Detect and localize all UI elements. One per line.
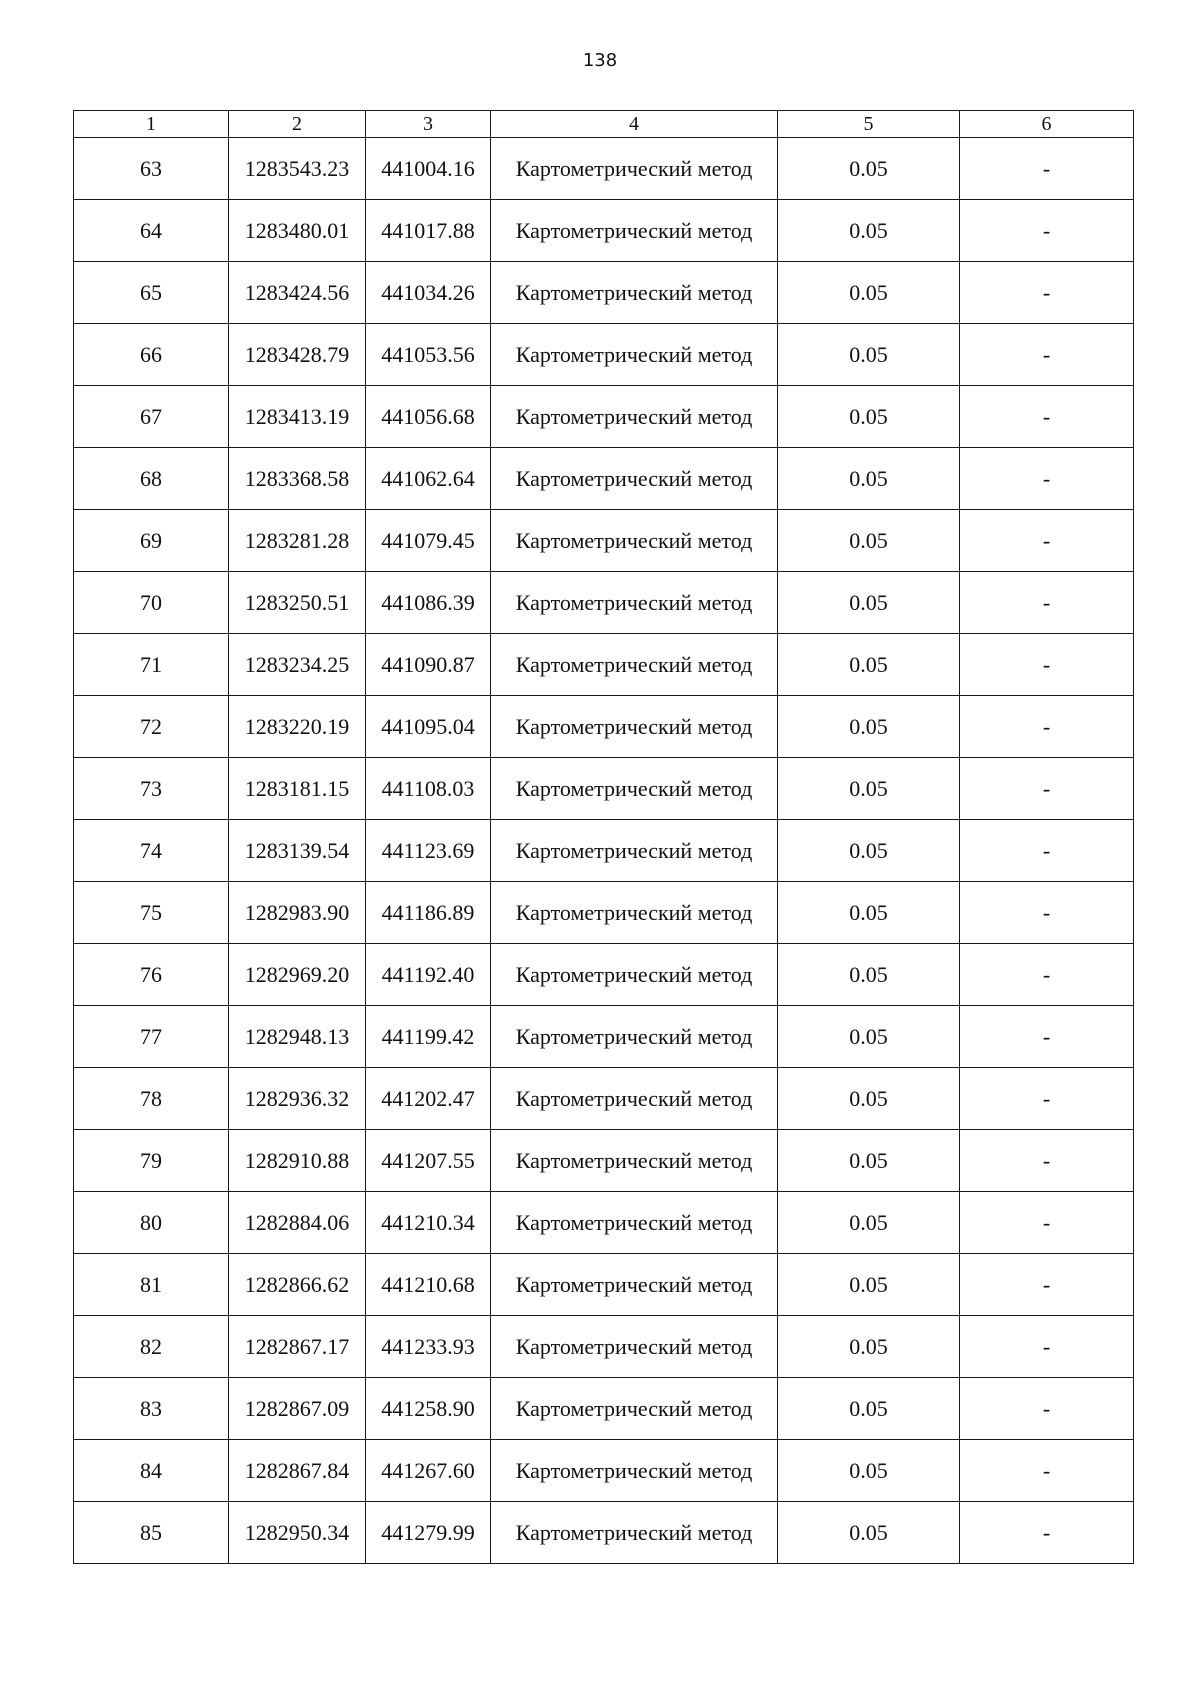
note-cell: - <box>960 138 1134 200</box>
method-cell: Картометрический метод <box>491 1502 778 1564</box>
y-coordinate-cell: 441095.04 <box>366 696 491 758</box>
point-number-cell: 82 <box>74 1316 229 1378</box>
column-header-6: 6 <box>960 111 1134 138</box>
point-number-cell: 66 <box>74 324 229 386</box>
table-row <box>74 510 1134 572</box>
point-number-cell: 64 <box>74 200 229 262</box>
point-number-cell: 81 <box>74 1254 229 1316</box>
table-row <box>74 1068 1134 1130</box>
y-coordinate-cell: 441207.55 <box>366 1130 491 1192</box>
table-row <box>74 138 1134 200</box>
y-coordinate-cell: 441062.64 <box>366 448 491 510</box>
table-row <box>74 324 1134 386</box>
table-row <box>74 262 1134 324</box>
accuracy-cell: 0.05 <box>778 1192 960 1254</box>
point-number-cell: 80 <box>74 1192 229 1254</box>
accuracy-cell: 0.05 <box>778 758 960 820</box>
page-number: 138 <box>582 50 618 71</box>
point-number-cell: 85 <box>74 1502 229 1564</box>
table-row <box>74 1316 1134 1378</box>
note-cell: - <box>960 1316 1134 1378</box>
note-cell: - <box>960 386 1134 448</box>
method-cell: Картометрический метод <box>491 1192 778 1254</box>
point-number-cell: 84 <box>74 1440 229 1502</box>
note-cell: - <box>960 1254 1134 1316</box>
x-coordinate-cell: 1283428.79 <box>229 324 366 386</box>
accuracy-cell: 0.05 <box>778 1502 960 1564</box>
x-coordinate-cell: 1282910.88 <box>229 1130 366 1192</box>
x-coordinate-cell: 1283543.23 <box>229 138 366 200</box>
x-coordinate-cell: 1283220.19 <box>229 696 366 758</box>
y-coordinate-cell: 441034.26 <box>366 262 491 324</box>
note-cell: - <box>960 1006 1134 1068</box>
method-cell: Картометрический метод <box>491 1440 778 1502</box>
x-coordinate-cell: 1282950.34 <box>229 1502 366 1564</box>
method-cell: Картометрический метод <box>491 200 778 262</box>
x-coordinate-cell: 1283281.28 <box>229 510 366 572</box>
y-coordinate-cell: 441210.34 <box>366 1192 491 1254</box>
point-number-cell: 69 <box>74 510 229 572</box>
accuracy-cell: 0.05 <box>778 882 960 944</box>
method-cell: Картометрический метод <box>491 820 778 882</box>
note-cell: - <box>960 200 1134 262</box>
y-coordinate-cell: 441186.89 <box>366 882 491 944</box>
note-cell: - <box>960 944 1134 1006</box>
x-coordinate-cell: 1282866.62 <box>229 1254 366 1316</box>
x-coordinate-cell: 1283234.25 <box>229 634 366 696</box>
x-coordinate-cell: 1282936.32 <box>229 1068 366 1130</box>
x-coordinate-cell: 1282867.17 <box>229 1316 366 1378</box>
header-row <box>74 111 1134 138</box>
table-row <box>74 634 1134 696</box>
accuracy-cell: 0.05 <box>778 510 960 572</box>
method-cell: Картометрический метод <box>491 510 778 572</box>
accuracy-cell: 0.05 <box>778 634 960 696</box>
table-row <box>74 200 1134 262</box>
table-row <box>74 1192 1134 1254</box>
method-cell: Картометрический метод <box>491 1378 778 1440</box>
point-number-cell: 75 <box>74 882 229 944</box>
coordinates-table <box>73 110 1134 1564</box>
y-coordinate-cell: 441192.40 <box>366 944 491 1006</box>
y-coordinate-cell: 441004.16 <box>366 138 491 200</box>
accuracy-cell: 0.05 <box>778 1130 960 1192</box>
x-coordinate-cell: 1283250.51 <box>229 572 366 634</box>
column-header-3: 3 <box>366 111 491 138</box>
y-coordinate-cell: 441233.93 <box>366 1316 491 1378</box>
method-cell: Картометрический метод <box>491 882 778 944</box>
method-cell: Картометрический метод <box>491 1254 778 1316</box>
method-cell: Картометрический метод <box>491 944 778 1006</box>
table-row <box>74 386 1134 448</box>
x-coordinate-cell: 1283480.01 <box>229 200 366 262</box>
accuracy-cell: 0.05 <box>778 448 960 510</box>
y-coordinate-cell: 441079.45 <box>366 510 491 572</box>
y-coordinate-cell: 441279.99 <box>366 1502 491 1564</box>
method-cell: Картометрический метод <box>491 262 778 324</box>
method-cell: Картометрический метод <box>491 758 778 820</box>
table-row <box>74 1378 1134 1440</box>
table-row <box>74 448 1134 510</box>
y-coordinate-cell: 441258.90 <box>366 1378 491 1440</box>
method-cell: Картометрический метод <box>491 696 778 758</box>
point-number-cell: 76 <box>74 944 229 1006</box>
accuracy-cell: 0.05 <box>778 696 960 758</box>
x-coordinate-cell: 1283424.56 <box>229 262 366 324</box>
y-coordinate-cell: 441086.39 <box>366 572 491 634</box>
accuracy-cell: 0.05 <box>778 944 960 1006</box>
y-coordinate-cell: 441210.68 <box>366 1254 491 1316</box>
accuracy-cell: 0.05 <box>778 262 960 324</box>
accuracy-cell: 0.05 <box>778 1068 960 1130</box>
point-number-cell: 78 <box>74 1068 229 1130</box>
method-cell: Картометрический метод <box>491 634 778 696</box>
column-header-4: 4 <box>491 111 778 138</box>
note-cell: - <box>960 1068 1134 1130</box>
x-coordinate-cell: 1282867.09 <box>229 1378 366 1440</box>
table-row <box>74 882 1134 944</box>
y-coordinate-cell: 441017.88 <box>366 200 491 262</box>
point-number-cell: 70 <box>74 572 229 634</box>
note-cell: - <box>960 572 1134 634</box>
y-coordinate-cell: 441090.87 <box>366 634 491 696</box>
method-cell: Картометрический метод <box>491 1006 778 1068</box>
y-coordinate-cell: 441056.68 <box>366 386 491 448</box>
method-cell: Картометрический метод <box>491 324 778 386</box>
method-cell: Картометрический метод <box>491 386 778 448</box>
point-number-cell: 67 <box>74 386 229 448</box>
method-cell: Картометрический метод <box>491 572 778 634</box>
accuracy-cell: 0.05 <box>778 1440 960 1502</box>
x-coordinate-cell: 1283181.15 <box>229 758 366 820</box>
accuracy-cell: 0.05 <box>778 820 960 882</box>
point-number-cell: 83 <box>74 1378 229 1440</box>
table-body <box>74 138 1134 1564</box>
x-coordinate-cell: 1282884.06 <box>229 1192 366 1254</box>
table-row <box>74 696 1134 758</box>
x-coordinate-cell: 1283139.54 <box>229 820 366 882</box>
point-number-cell: 65 <box>74 262 229 324</box>
note-cell: - <box>960 758 1134 820</box>
table-row <box>74 758 1134 820</box>
point-number-cell: 63 <box>74 138 229 200</box>
accuracy-cell: 0.05 <box>778 138 960 200</box>
y-coordinate-cell: 441108.03 <box>366 758 491 820</box>
point-number-cell: 77 <box>74 1006 229 1068</box>
method-cell: Картометрический метод <box>491 1316 778 1378</box>
table-row <box>74 1130 1134 1192</box>
table-row <box>74 820 1134 882</box>
accuracy-cell: 0.05 <box>778 200 960 262</box>
accuracy-cell: 0.05 <box>778 1006 960 1068</box>
accuracy-cell: 0.05 <box>778 1378 960 1440</box>
y-coordinate-cell: 441199.42 <box>366 1006 491 1068</box>
accuracy-cell: 0.05 <box>778 1254 960 1316</box>
y-coordinate-cell: 441123.69 <box>366 820 491 882</box>
note-cell: - <box>960 324 1134 386</box>
point-number-cell: 71 <box>74 634 229 696</box>
note-cell: - <box>960 882 1134 944</box>
x-coordinate-cell: 1282983.90 <box>229 882 366 944</box>
note-cell: - <box>960 820 1134 882</box>
point-number-cell: 73 <box>74 758 229 820</box>
method-cell: Картометрический метод <box>491 1068 778 1130</box>
method-cell: Картометрический метод <box>491 448 778 510</box>
table-row <box>74 572 1134 634</box>
y-coordinate-cell: 441267.60 <box>366 1440 491 1502</box>
note-cell: - <box>960 634 1134 696</box>
note-cell: - <box>960 1378 1134 1440</box>
accuracy-cell: 0.05 <box>778 386 960 448</box>
y-coordinate-cell: 441053.56 <box>366 324 491 386</box>
note-cell: - <box>960 1192 1134 1254</box>
note-cell: - <box>960 696 1134 758</box>
note-cell: - <box>960 510 1134 572</box>
table-row <box>74 1254 1134 1316</box>
x-coordinate-cell: 1282948.13 <box>229 1006 366 1068</box>
column-header-5: 5 <box>778 111 960 138</box>
x-coordinate-cell: 1283413.19 <box>229 386 366 448</box>
note-cell: - <box>960 262 1134 324</box>
table-row <box>74 944 1134 1006</box>
accuracy-cell: 0.05 <box>778 1316 960 1378</box>
accuracy-cell: 0.05 <box>778 324 960 386</box>
y-coordinate-cell: 441202.47 <box>366 1068 491 1130</box>
method-cell: Картометрический метод <box>491 1130 778 1192</box>
point-number-cell: 72 <box>74 696 229 758</box>
table-row <box>74 1440 1134 1502</box>
x-coordinate-cell: 1282969.20 <box>229 944 366 1006</box>
x-coordinate-cell: 1283368.58 <box>229 448 366 510</box>
note-cell: - <box>960 1440 1134 1502</box>
table-row <box>74 1006 1134 1068</box>
point-number-cell: 68 <box>74 448 229 510</box>
accuracy-cell: 0.05 <box>778 572 960 634</box>
column-header-2: 2 <box>229 111 366 138</box>
method-cell: Картометрический метод <box>491 138 778 200</box>
point-number-cell: 74 <box>74 820 229 882</box>
table-row <box>74 1502 1134 1564</box>
column-header-1: 1 <box>74 111 229 138</box>
x-coordinate-cell: 1282867.84 <box>229 1440 366 1502</box>
note-cell: - <box>960 1502 1134 1564</box>
note-cell: - <box>960 448 1134 510</box>
point-number-cell: 79 <box>74 1130 229 1192</box>
note-cell: - <box>960 1130 1134 1192</box>
